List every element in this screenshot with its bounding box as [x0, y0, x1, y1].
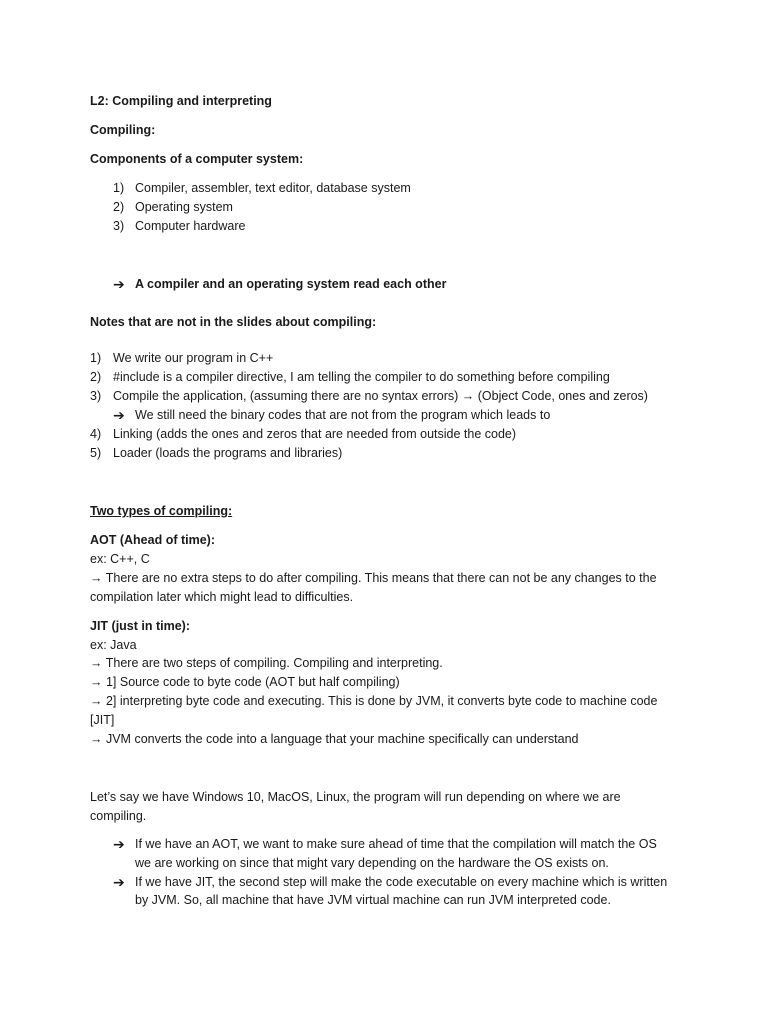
list-item-number: 2)	[113, 200, 125, 214]
aot-heading: AOT (Ahead of time):	[90, 533, 215, 547]
components-heading: Components of a computer system:	[90, 152, 304, 166]
list-item: Compiler, assembler, text editor, database system	[135, 181, 411, 195]
list-item-number: 3)	[113, 219, 125, 233]
jit-line-2: → 1] Source code to byte code (AOT but half compiling)	[90, 675, 400, 689]
arrow-right-icon: →	[90, 571, 103, 585]
list-item-number: 4)	[90, 427, 102, 441]
jit-heading: JIT (just in time):	[90, 619, 190, 633]
list-sub-item: We still need the binary codes that are not from the program which leads to	[135, 408, 551, 422]
list-item: Linking (adds the ones and zeros that are needed from outside the code)	[113, 427, 517, 441]
list-item: Computer hardware	[135, 219, 246, 233]
bullet-item-line: If we have JIT, the second step will make the code executable on every machine which is written	[135, 875, 668, 889]
aot-example: ex: C++, C	[90, 552, 150, 566]
list-item-number: 2)	[90, 370, 102, 384]
list-item: Compile the application, (assuming there are no syntax errors) → (Object Code, ones and zeros)	[113, 389, 648, 403]
list-item-number: 5)	[90, 446, 102, 460]
arrow-right-icon: →	[90, 694, 103, 708]
arrow-icon: ➔	[113, 874, 125, 890]
jit-line-1: → There are two steps of compiling. Compiling and interpreting.	[90, 656, 443, 670]
jit-line-5: → JVM converts the code into a language that your machine specifically can understand	[90, 732, 579, 746]
bullet-item-line: If we have an AOT, we want to make sure ahead of time that the compilation will match the OS	[135, 837, 657, 851]
aot-line-2: compilation later which might lead to difficulties.	[90, 590, 354, 604]
list-item: #include is a compiler directive, I am telling the compiler to do something before compiling	[113, 370, 610, 384]
arrow-icon: ➔	[113, 407, 125, 423]
document-title: L2: Compiling and interpreting	[90, 94, 272, 108]
jit-line-3: → 2] interpreting byte code and executing. This is done by JVM, it converts byte code to machine code	[90, 694, 658, 708]
arrow-icon: ➔	[113, 836, 125, 852]
arrow-note: A compiler and an operating system read each other	[135, 277, 447, 291]
compiling-heading: Compiling:	[90, 123, 156, 137]
list-item: Loader (loads the programs and libraries)	[113, 446, 343, 460]
arrow-right-icon: →	[90, 675, 103, 689]
two-types-heading: Two types of compiling:	[90, 504, 233, 518]
jit-line-4: [JIT]	[90, 713, 115, 727]
list-item: We write our program in C++	[113, 351, 274, 365]
bullet-item-line: we are working on since that might vary depending on the hardware the OS exists on.	[135, 856, 609, 870]
os-paragraph-line-2: compiling.	[90, 809, 147, 823]
list-item-number: 1)	[90, 351, 102, 365]
arrow-icon: ➔	[113, 276, 125, 292]
list-item: Operating system	[135, 200, 233, 214]
aot-line-1: → There are no extra steps to do after compiling. This means that there can not be any changes to the	[90, 571, 657, 585]
jit-example: ex: Java	[90, 638, 137, 652]
bullet-item-line: by JVM. So, all machine that have JVM virtual machine can run JVM interpreted code.	[135, 893, 611, 907]
arrow-right-icon: →	[90, 732, 103, 746]
notes-heading: Notes that are not in the slides about compiling:	[90, 315, 377, 329]
arrow-right-icon: →	[90, 656, 103, 670]
list-item-number: 3)	[90, 389, 102, 403]
os-paragraph-line-1: Let’s say we have Windows 10, MacOS, Linux, the program will run depending on where we are	[90, 790, 621, 804]
list-item-number: 1)	[113, 181, 125, 195]
